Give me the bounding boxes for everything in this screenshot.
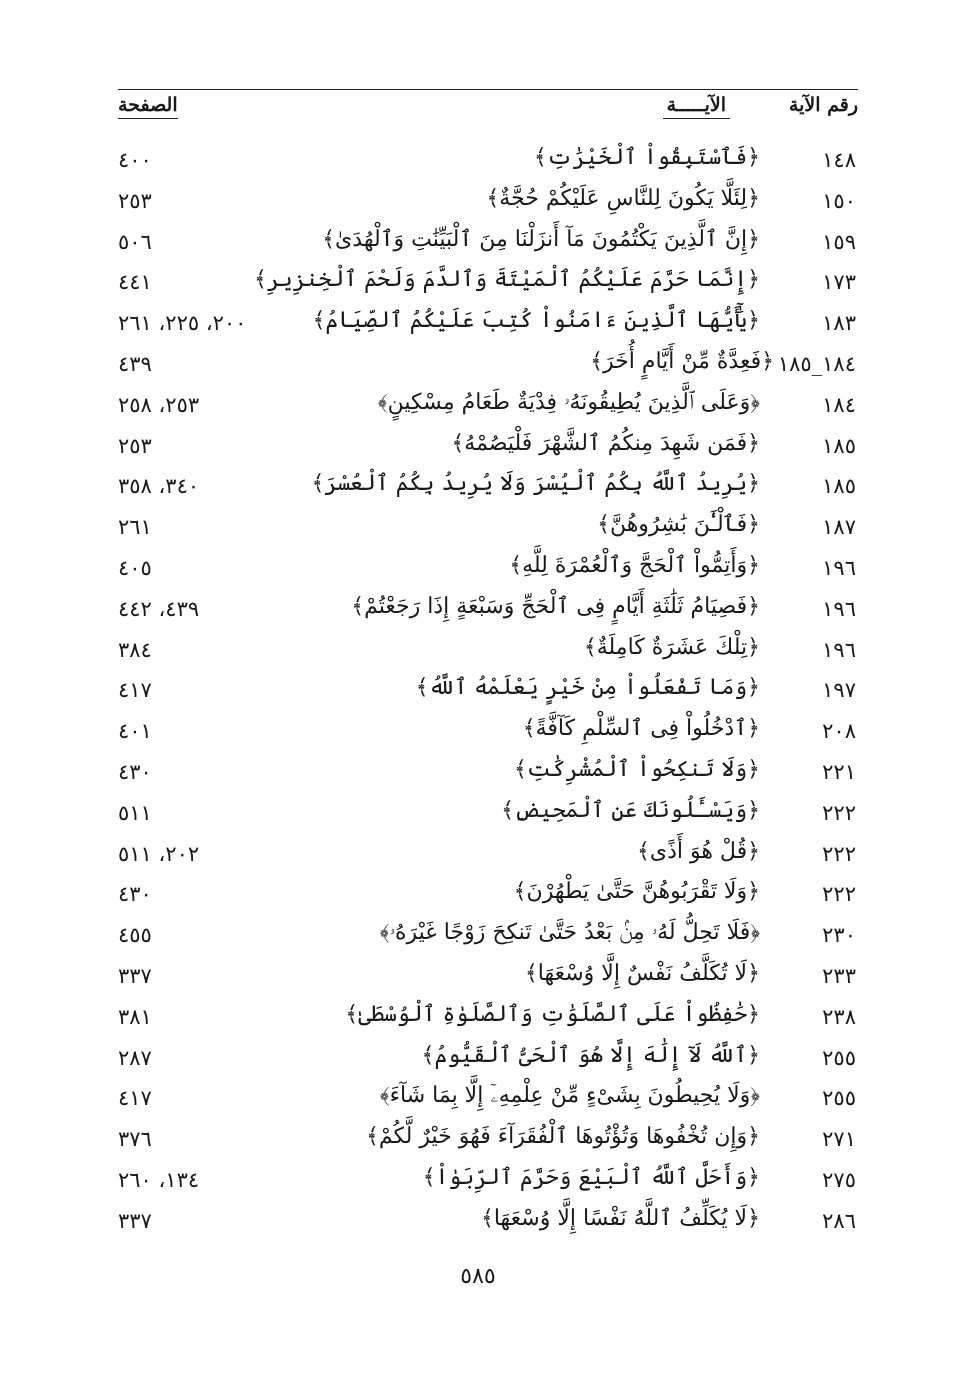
ayah-text: ﴿فَٱسْتَبِقُواْ ٱلْخَيْرَٰتِ﴾ bbox=[533, 145, 760, 170]
ayah-text: ﴿يُرِيدُ ٱللَّهُ بِكُمُ ٱلْيُسْرَ وَلَا يُرِيدُ بِكُمُ ٱلْعُسْرَ﴾ bbox=[311, 471, 760, 497]
page-reference: ٣٧٦ bbox=[118, 1127, 152, 1152]
page-reference: ٤٣٠ bbox=[118, 759, 152, 784]
page-reference: ٣٣٧ bbox=[118, 963, 152, 988]
ayah-number: ١٨٥ bbox=[822, 433, 856, 458]
table-row bbox=[0, 915, 956, 956]
ayah-number: ٢٣٨ bbox=[822, 1004, 856, 1029]
page-reference: ٣٨١ bbox=[118, 1004, 152, 1029]
ayah-text: ﴿فَصِيَامُ ثَلَٰثَةِ أَيَّامٍ فِى ٱلْحَجِّ وَسَبْعَةٍ إِذَا رَجَعْتُمْ﴾ bbox=[351, 593, 760, 619]
ayah-number: ٢٢٢ bbox=[822, 800, 856, 825]
table-row bbox=[0, 711, 956, 752]
page-reference: ٥١١ bbox=[118, 800, 152, 825]
ayah-text: ﴿فَعِدَّةٌ مِّنْ أَيَّامٍ أُخَرَ﴾ bbox=[590, 348, 774, 374]
ayah-number: ١٧٣ bbox=[822, 270, 856, 295]
page-reference: ٢٨٧ bbox=[118, 1045, 152, 1070]
page-reference: ٤٥٥ bbox=[118, 923, 152, 948]
table-row bbox=[0, 1078, 956, 1119]
page-reference: ٣٤٠، ٣٥٨ bbox=[118, 474, 200, 499]
ayah-number: ٢٣٠ bbox=[822, 923, 856, 948]
page-reference: ٤٠١ bbox=[118, 719, 152, 744]
table-row bbox=[0, 181, 956, 222]
ayah-number: ٢٢٢ bbox=[822, 841, 856, 866]
table-row bbox=[0, 589, 956, 630]
ayah-text: ﴿فَٱلْـَٰٔنَ بَٰشِرُوهُنَّ﴾ bbox=[597, 512, 760, 538]
ayah-number: ٢٨٦ bbox=[822, 1208, 856, 1233]
ayah-text: ﴿وَإِن تُخْفُوهَا وَتُؤْتُوهَا ٱلْفُقَرَآءَ فَهُوَ خَيْرٌ لَّكُمْ﴾ bbox=[365, 1124, 760, 1150]
ayah-text: ﴿وَأَحَلَّ ٱللَّهُ ٱلْبَيْعَ وَحَرَّمَ ٱلرِّبَوٰاْ﴾ bbox=[422, 1164, 760, 1190]
ayah-text: ﴿وَيَسْـَٔلُونَكَ عَنِ ٱلْمَحِيضِ﴾ bbox=[501, 797, 760, 823]
table-row bbox=[0, 670, 956, 711]
ayah-text: ﴿وَلَا تَنكِحُواْ ٱلْمُشْرِكَٰتِ﴾ bbox=[513, 756, 760, 782]
page-reference: ٤٠٥ bbox=[118, 555, 152, 580]
column-header-page: الصفحة bbox=[118, 94, 178, 119]
ayah-number: ١٩٦ bbox=[822, 555, 856, 580]
header-rule bbox=[118, 89, 858, 90]
page-reference: ٤١٧ bbox=[118, 678, 152, 703]
ayah-text: ﴿وَأَتِمُّواْ ٱلْحَجَّ وَٱلْعُمْرَةَ لِلَّهِ﴾ bbox=[509, 552, 760, 578]
page-reference: ٤٣٩، ٤٤٢ bbox=[118, 596, 200, 621]
ayah-text: ﴿لَا تُكَلَّفُ نَفْسٌ إِلَّا وُسْعَهَا﴾ bbox=[524, 960, 760, 986]
ayah-number: ١٨٥ bbox=[822, 474, 856, 499]
page-number: ٥٨٥ bbox=[460, 1264, 496, 1289]
ayah-text: ﴿وَعَلَى ٱلَّذِينَ يُطِيقُونَهُۥ فِدْيَةٌ طَعَامُ مِسْكِينٍ﴾ bbox=[377, 389, 760, 415]
column-header-ayah-number: رقم الآية bbox=[788, 94, 858, 116]
ayah-number: ٢٧٥ bbox=[822, 1167, 856, 1192]
ayah-number: ١٩٧ bbox=[822, 678, 856, 703]
table-row bbox=[0, 548, 956, 589]
table-row bbox=[0, 344, 956, 385]
ayah-text: ﴿ٱدْخُلُواْ فِى ٱلسِّلْمِ كَآفَّةً﴾ bbox=[522, 716, 760, 742]
ayah-number: ١٩٦ bbox=[822, 596, 856, 621]
table-row bbox=[0, 752, 956, 793]
ayah-text: ﴿وَلَا يُحِيطُونَ بِشَىْءٍ مِّنْ عِلْمِهِۦٓ إِلَّا بِمَا شَآءَ﴾ bbox=[379, 1083, 760, 1109]
ayah-text: ﴿حَٰفِظُواْ عَلَى ٱلصَّلَوَٰتِ وَٱلصَّلَوٰةِ ٱلْوُسْطَىٰ﴾ bbox=[345, 1001, 760, 1027]
table-row bbox=[0, 262, 956, 303]
table-row bbox=[0, 1160, 956, 1201]
ayah-number: ١٨٧ bbox=[822, 515, 856, 540]
ayah-text: ﴿ٱللَّهُ لَآ إِلَٰهَ إِلَّا هُوَ ٱلْحَىُّ ٱلْقَيُّومُ﴾ bbox=[421, 1042, 760, 1068]
ayah-number: ٢٣٣ bbox=[822, 963, 856, 988]
page-reference: ٤٠٠ bbox=[118, 148, 152, 172]
ayah-number: ٢٢٢ bbox=[822, 882, 856, 907]
page-reference: ١٣٤، ٢٦٠ bbox=[118, 1167, 200, 1192]
ayah-text: ﴿يَٰٓأَيُّهَا ٱلَّذِينَ ءَامَنُواْ كُتِبَ عَلَيْكُمُ ٱلصِّيَامُ﴾ bbox=[312, 308, 760, 334]
table-row bbox=[0, 1038, 956, 1079]
index-table bbox=[0, 140, 956, 1242]
page-reference: ٢٥٣، ٢٥٨ bbox=[118, 392, 200, 417]
page-reference: ٢٥٣ bbox=[118, 188, 152, 213]
table-row bbox=[0, 874, 956, 915]
table-row bbox=[0, 793, 956, 834]
ayah-number: ١٩٦ bbox=[822, 637, 856, 662]
page-reference: ٢٥٣ bbox=[118, 433, 152, 458]
ayah-number: ٢٠٨ bbox=[822, 719, 856, 744]
ayah-number: ٢٢١ bbox=[822, 759, 856, 784]
ayah-number: ٢٥٥ bbox=[822, 1086, 856, 1111]
table-row bbox=[0, 1201, 956, 1242]
table-row bbox=[0, 956, 956, 997]
ayah-text: ﴿فَلَا تَحِلُّ لَهُۥ مِنۢ بَعْدُ حَتَّىٰ تَنكِحَ زَوْجًا غَيْرَهُۥ﴾ bbox=[379, 920, 760, 946]
ayah-number: ٢٧١ bbox=[822, 1127, 856, 1152]
column-header-ayah: الآيـــــة bbox=[663, 94, 730, 119]
ayah-text: ﴿تِلْكَ عَشَرَةٌ كَامِلَةٌ﴾ bbox=[583, 634, 760, 660]
page-reference: ٤٤١ bbox=[118, 270, 152, 295]
ayah-text: ﴿إِنَّ ٱلَّذِينَ يَكْتُمُونَ مَآ أَنزَلْنَا مِنَ ٱلْبَيِّنَٰتِ وَٱلْهُدَىٰ﴾ bbox=[322, 226, 760, 252]
page-reference: ٢٠٠، ٢٢٥، ٢٦١ bbox=[118, 311, 247, 336]
table-row bbox=[0, 997, 956, 1038]
page-reference: ٢٠٢، ٥١١ bbox=[118, 841, 200, 866]
table-row bbox=[0, 1119, 956, 1160]
table-row bbox=[0, 630, 956, 671]
ayah-number: ١٨٤_١٨٥ bbox=[777, 351, 856, 376]
ayah-text: ﴿لِئَلَّا يَكُونَ لِلنَّاسِ عَلَيْكُمْ حُجَّةٌ﴾ bbox=[486, 185, 760, 211]
table-row bbox=[0, 834, 956, 875]
page-reference: ٥٠٦ bbox=[118, 229, 152, 254]
ayah-number: ٢٥٥ bbox=[822, 1045, 856, 1070]
ayah-text: ﴿قُلْ هُوَ أَذًى﴾ bbox=[636, 838, 760, 864]
ayah-text: ﴿فَمَن شَهِدَ مِنكُمُ ٱلشَّهْرَ فَلْيَصُمْهُ﴾ bbox=[451, 430, 760, 456]
page-reference: ٤١٧ bbox=[118, 1086, 152, 1111]
ayah-text: ﴿وَلَا تَقْرَبُوهُنَّ حَتَّىٰ يَطْهُرْنَ﴾ bbox=[513, 879, 760, 905]
table-row bbox=[0, 426, 956, 467]
page-reference: ٣٨٤ bbox=[118, 637, 152, 662]
ayah-text: ﴿وَمَا تَفْعَلُواْ مِنْ خَيْرٍ يَعْلَمْهُ ٱللَّهُ﴾ bbox=[415, 675, 760, 701]
page-reference: ٤٣٠ bbox=[118, 882, 152, 907]
ayah-text: ﴿إِنَّمَا حَرَّمَ عَلَيْكُمُ ٱلْمَيْتَةَ وَٱلدَّمَ وَلَحْمَ ٱلْخِنزِيرِ﴾ bbox=[253, 267, 760, 293]
table-row bbox=[0, 303, 956, 344]
table-row bbox=[0, 140, 956, 181]
ayah-number: ١٨٣ bbox=[822, 311, 856, 336]
ayah-number: ١٤٨ bbox=[822, 148, 856, 172]
table-row bbox=[0, 385, 956, 426]
page-reference: ٢٦١ bbox=[118, 515, 152, 540]
ayah-number: ١٥٩ bbox=[822, 229, 856, 254]
table-row bbox=[0, 222, 956, 263]
ayah-number: ١٨٤ bbox=[822, 392, 856, 417]
table-row bbox=[0, 466, 956, 507]
page-reference: ٣٣٧ bbox=[118, 1208, 152, 1233]
page-reference: ٤٣٩ bbox=[118, 351, 152, 376]
table-row bbox=[0, 507, 956, 548]
ayah-number: ١٥٠ bbox=[822, 188, 856, 213]
ayah-text: ﴿لَا يُكَلِّفُ ٱللَّهُ نَفْسًا إِلَّا وُسْعَهَا﴾ bbox=[480, 1205, 760, 1231]
